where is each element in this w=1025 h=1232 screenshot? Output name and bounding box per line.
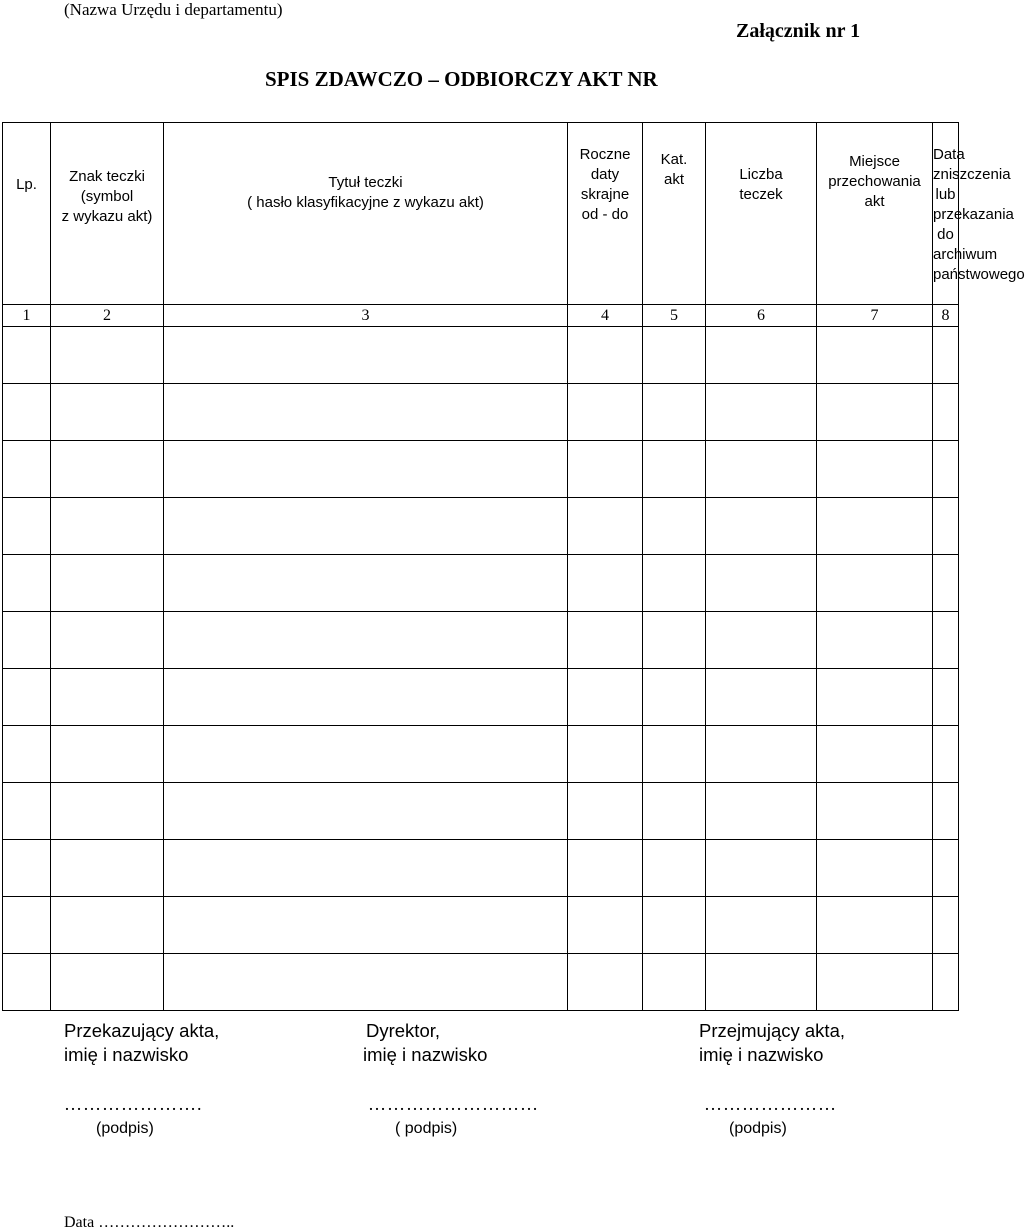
- table-cell[interactable]: [164, 954, 568, 1011]
- table-row: [3, 954, 959, 1011]
- director-role: Dyrektor,: [366, 1020, 441, 1041]
- transferor-signature-line[interactable]: ………………….: [64, 1094, 203, 1114]
- director-signature-line[interactable]: ………………………: [368, 1094, 539, 1114]
- table-cell[interactable]: [3, 612, 51, 669]
- table-row: [3, 441, 959, 498]
- receiver-signature-line[interactable]: …………………: [704, 1094, 837, 1114]
- col-header-line: Lp.: [16, 176, 37, 193]
- table-cell[interactable]: [3, 897, 51, 954]
- col-header-line: państwowego: [933, 266, 1025, 283]
- column-number: 8: [933, 305, 959, 327]
- table-cell[interactable]: [568, 669, 643, 726]
- table-cell[interactable]: [706, 555, 817, 612]
- table-cell[interactable]: [643, 840, 706, 897]
- table-cell[interactable]: [706, 726, 817, 783]
- table-cell[interactable]: [643, 669, 706, 726]
- table-cell[interactable]: [3, 783, 51, 840]
- table-cell[interactable]: [817, 555, 933, 612]
- table-cell[interactable]: [706, 441, 817, 498]
- col-header-line: ( hasło klasyfikacyjne z wykazu akt): [247, 194, 484, 211]
- table-cell[interactable]: [643, 897, 706, 954]
- table-cell[interactable]: [643, 384, 706, 441]
- table-cell[interactable]: [568, 954, 643, 1011]
- column-number: 2: [51, 305, 164, 327]
- table-cell[interactable]: [3, 384, 51, 441]
- table-cell[interactable]: [706, 384, 817, 441]
- table-cell[interactable]: [817, 954, 933, 1011]
- table-cell[interactable]: [3, 327, 51, 384]
- table-cell[interactable]: [51, 327, 164, 384]
- table-cell[interactable]: [3, 726, 51, 783]
- table-cell[interactable]: [164, 669, 568, 726]
- table-cell[interactable]: [568, 783, 643, 840]
- receiver-role: Przejmujący akta,: [699, 1020, 845, 1041]
- table-row: [3, 327, 959, 384]
- table-cell[interactable]: [568, 555, 643, 612]
- col-header-line: Tytuł teczki: [328, 174, 403, 191]
- column-number: 7: [817, 305, 933, 327]
- table-row: [3, 555, 959, 612]
- table-cell[interactable]: [933, 726, 959, 783]
- table-cell[interactable]: [817, 726, 933, 783]
- table-cell[interactable]: [643, 555, 706, 612]
- table-cell[interactable]: [817, 840, 933, 897]
- table-cell[interactable]: [933, 555, 959, 612]
- table-cell[interactable]: [933, 327, 959, 384]
- transferor-signature-caption: (podpis): [96, 1120, 154, 1137]
- table-cell[interactable]: [3, 840, 51, 897]
- table-cell[interactable]: [568, 384, 643, 441]
- office-name-placeholder: (Nazwa Urzędu i departamentu): [64, 0, 283, 19]
- date-field[interactable]: Data ……………………..: [64, 1214, 235, 1231]
- director-name-label: imię i nazwisko: [363, 1044, 488, 1065]
- table-cell[interactable]: [706, 669, 817, 726]
- table-cell[interactable]: [164, 441, 568, 498]
- table-cell[interactable]: [643, 327, 706, 384]
- table-cell[interactable]: [51, 954, 164, 1011]
- table-cell[interactable]: [51, 441, 164, 498]
- table-cell[interactable]: [933, 783, 959, 840]
- table-cell[interactable]: [933, 612, 959, 669]
- col-header-category: [643, 123, 706, 305]
- table-cell[interactable]: [164, 726, 568, 783]
- table-cell[interactable]: [817, 327, 933, 384]
- table-cell[interactable]: [3, 555, 51, 612]
- column-number: 6: [706, 305, 817, 327]
- table-cell[interactable]: [706, 327, 817, 384]
- transferor-name-label: imię i nazwisko: [64, 1044, 189, 1065]
- col-header-line: akt: [864, 193, 885, 210]
- table-cell[interactable]: [51, 612, 164, 669]
- table-cell[interactable]: [51, 726, 164, 783]
- table-cell[interactable]: [3, 441, 51, 498]
- col-header-line: Roczne: [579, 146, 631, 163]
- table-cell[interactable]: [933, 384, 959, 441]
- column-number: 4: [568, 305, 643, 327]
- table-cell[interactable]: [817, 441, 933, 498]
- table-cell[interactable]: [164, 498, 568, 555]
- table-cell[interactable]: [933, 840, 959, 897]
- table-cell[interactable]: [164, 783, 568, 840]
- table-cell[interactable]: [933, 669, 959, 726]
- table-row: [3, 612, 959, 669]
- table-cell[interactable]: [817, 612, 933, 669]
- table-cell[interactable]: [706, 954, 817, 1011]
- col-header-date-range: [568, 123, 643, 305]
- col-header-destruction-date: [933, 123, 1025, 305]
- table-cell[interactable]: [817, 669, 933, 726]
- receiver-name-label: imię i nazwisko: [699, 1044, 824, 1065]
- table-body: [3, 327, 959, 1011]
- col-header-line: daty skrajne: [580, 166, 630, 203]
- table-header-row: [3, 123, 959, 305]
- table-cell[interactable]: [51, 555, 164, 612]
- table-cell[interactable]: [643, 498, 706, 555]
- table-cell[interactable]: [817, 897, 933, 954]
- col-header-line: Znak teczki: [69, 168, 145, 185]
- receiver-signature-caption: (podpis): [729, 1120, 787, 1137]
- col-header-line: lub przekazania: [933, 186, 1014, 223]
- table-row: [3, 384, 959, 441]
- table-cell[interactable]: [817, 498, 933, 555]
- table-cell[interactable]: [933, 897, 959, 954]
- col-header-line: z wykazu akt): [61, 208, 153, 225]
- column-number: 1: [3, 305, 51, 327]
- table-cell[interactable]: [933, 954, 959, 1011]
- table-cell[interactable]: [568, 840, 643, 897]
- transferor-role: Przekazujący akta,: [64, 1020, 220, 1041]
- table-cell[interactable]: [568, 726, 643, 783]
- table-row: [3, 726, 959, 783]
- table-cell[interactable]: [643, 441, 706, 498]
- table-cell[interactable]: [51, 897, 164, 954]
- col-header-line: (symbol: [80, 188, 134, 205]
- table-cell[interactable]: [3, 954, 51, 1011]
- col-header-lp: [3, 123, 51, 305]
- table-cell[interactable]: [51, 384, 164, 441]
- col-header-line: Liczba: [739, 166, 783, 183]
- table-cell[interactable]: [51, 840, 164, 897]
- table-cell[interactable]: [51, 498, 164, 555]
- table-cell[interactable]: [817, 384, 933, 441]
- annex-label: Załącznik nr 1: [736, 20, 861, 42]
- table-cell[interactable]: [164, 840, 568, 897]
- col-header-file-count: [706, 123, 817, 305]
- col-header-line: do archiwum: [933, 226, 998, 263]
- col-header-line: od - do: [581, 206, 629, 223]
- col-header-line: Data zniszczenia: [933, 146, 1011, 183]
- table-cell[interactable]: [568, 441, 643, 498]
- table-cell[interactable]: [3, 669, 51, 726]
- table-row: [3, 897, 959, 954]
- col-header-line: Miejsce: [849, 153, 900, 170]
- records-table: [2, 122, 1025, 1011]
- table-cell[interactable]: [164, 555, 568, 612]
- table-cell[interactable]: [568, 327, 643, 384]
- table-cell[interactable]: [706, 612, 817, 669]
- table-cell[interactable]: [51, 783, 164, 840]
- table-cell[interactable]: [933, 498, 959, 555]
- table-cell[interactable]: [706, 840, 817, 897]
- table-cell[interactable]: [568, 498, 643, 555]
- table-cell[interactable]: [3, 498, 51, 555]
- col-header-file-title: [164, 123, 568, 305]
- table-row: [3, 498, 959, 555]
- col-header-line: akt: [663, 171, 684, 188]
- table-cell[interactable]: [568, 897, 643, 954]
- column-number: 5: [643, 305, 706, 327]
- document-title: SPIS ZDAWCZO – ODBIORCZY AKT NR: [265, 67, 658, 91]
- col-header-storage-place: [817, 123, 933, 305]
- table-cell[interactable]: [164, 612, 568, 669]
- column-number-row: [3, 305, 959, 327]
- table-cell[interactable]: [51, 669, 164, 726]
- table-cell[interactable]: [706, 498, 817, 555]
- table-cell[interactable]: [568, 612, 643, 669]
- table-cell[interactable]: [164, 384, 568, 441]
- table-row: [3, 840, 959, 897]
- table-cell[interactable]: [643, 726, 706, 783]
- table-cell[interactable]: [164, 327, 568, 384]
- table-cell[interactable]: [643, 783, 706, 840]
- table-cell[interactable]: [643, 612, 706, 669]
- director-signature-caption: ( podpis): [395, 1120, 458, 1137]
- table-row: [3, 669, 959, 726]
- table-row: [3, 783, 959, 840]
- table-cell[interactable]: [164, 897, 568, 954]
- table-cell[interactable]: [706, 783, 817, 840]
- table-cell[interactable]: [706, 897, 817, 954]
- col-header-line: przechowania: [828, 173, 921, 190]
- table-cell[interactable]: [817, 783, 933, 840]
- col-header-file-symbol: [51, 123, 164, 305]
- table-cell[interactable]: [643, 954, 706, 1011]
- col-header-line: Kat.: [660, 151, 688, 168]
- table-cell[interactable]: [933, 441, 959, 498]
- col-header-line: teczek: [739, 186, 783, 203]
- column-number: 3: [164, 305, 568, 327]
